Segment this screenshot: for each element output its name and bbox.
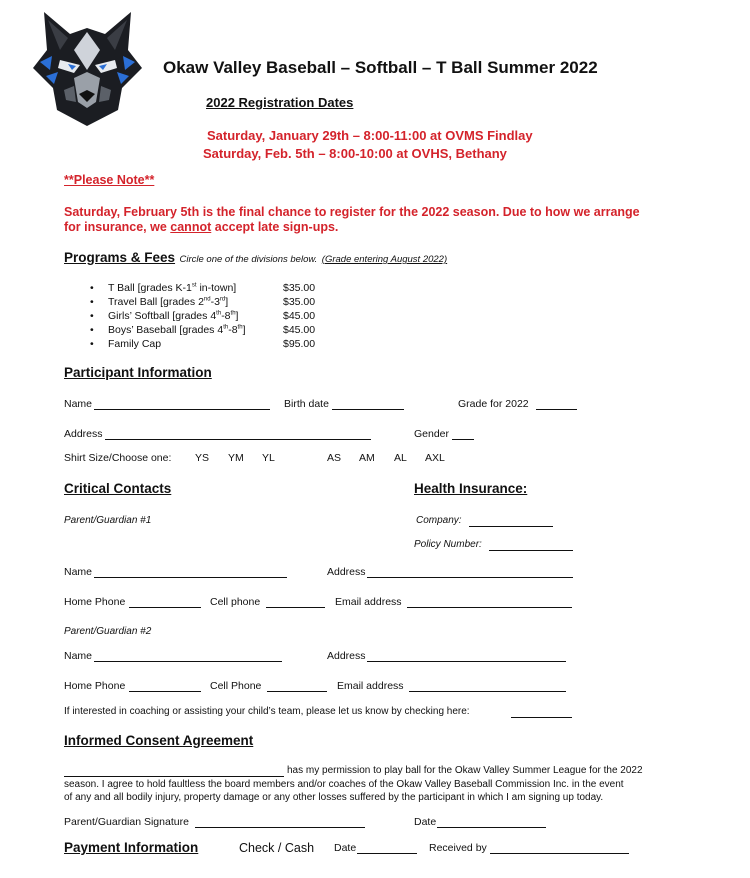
participant-consent-name-field[interactable] — [64, 766, 284, 777]
guardian-2-cell-phone-label: Cell Phone — [210, 680, 262, 692]
shirt-size-axl[interactable]: AXL — [425, 452, 445, 464]
shirt-size-am[interactable]: AM — [359, 452, 375, 464]
program-list — [90, 282, 330, 352]
program-item[interactable]: • Family Cap $95.00 — [90, 338, 316, 350]
program-item[interactable]: • Boys’ Baseball [grades 4th-8th] $45.00 — [90, 324, 316, 336]
guardian-1-email-field[interactable] — [407, 597, 572, 608]
shirt-size-yl[interactable]: YL — [262, 452, 275, 464]
registration-date-2: Saturday, Feb. 5th – 8:00-10:00 at OVHS, Bethany — [203, 146, 507, 161]
critical-contacts-heading: Critical Contacts — [64, 481, 172, 496]
page-title: Okaw Valley Baseball – Softball – T Ball Summer 2022 — [163, 58, 598, 77]
note-line-1: Saturday, February 5th is the final chance to register for the 2022 season. Due to how we arrange — [64, 205, 640, 219]
registration-dates-heading: 2022 Registration Dates — [206, 95, 354, 110]
consent-line-3: of any and all bodily injury, property damage or any other losses suffered by the participant in which I am signing up today. — [64, 792, 604, 803]
birth-date-label: Birth date — [284, 398, 329, 410]
program-item[interactable]: • T Ball [grades K-1st in-town] $35.00 — [90, 282, 316, 294]
participant-address-field[interactable] — [105, 429, 371, 440]
guardian-2-home-phone-label: Home Phone — [64, 680, 126, 692]
shirt-size-ys[interactable]: YS — [195, 452, 210, 464]
participant-name-label: Name — [64, 398, 93, 410]
consent-heading: Informed Consent Agreement — [64, 733, 254, 748]
signature-label: Parent/Guardian Signature — [64, 816, 189, 828]
program-price: $45.00 — [283, 310, 316, 322]
programs-grade-note: (Grade entering August 2022) — [321, 254, 448, 265]
payment-date-field[interactable] — [357, 843, 417, 854]
guardian-1-home-phone-label: Home Phone — [64, 596, 126, 608]
gender-label: Gender — [414, 428, 450, 440]
shirt-size-ym[interactable]: YM — [228, 452, 244, 464]
health-insurance-heading: Health Insurance: — [414, 481, 528, 496]
programs-heading: Programs & Fees — [64, 250, 176, 265]
payment-method[interactable]: Check / Cash — [239, 841, 315, 855]
program-price: $35.00 — [283, 296, 316, 308]
gender-field[interactable] — [452, 429, 474, 440]
wolf-logo — [30, 10, 145, 128]
participant-address-label: Address — [64, 428, 103, 440]
guardian-2-name-label: Name — [64, 650, 93, 662]
received-by-field[interactable] — [490, 843, 629, 854]
note-line-2c: accept late sign-ups. — [211, 220, 339, 234]
guardian-1-name-field[interactable] — [94, 567, 287, 578]
guardian-1-email-label: Email address — [335, 596, 402, 608]
consent-date-label: Date — [414, 816, 437, 828]
program-price: $95.00 — [283, 338, 316, 350]
guardian-2-address-field[interactable] — [367, 651, 566, 662]
programs-heading-row — [64, 249, 447, 267]
policy-number-field[interactable] — [489, 540, 573, 551]
coaching-interest-text: If interested in coaching or assisting your child’s team, please let us know by checking here: — [64, 706, 470, 717]
consent-date-field[interactable] — [437, 817, 546, 828]
note-cannot: cannot — [170, 220, 212, 234]
note-line-2a: for insurance, we — [64, 220, 171, 234]
guardian-2-email-label: Email address — [337, 680, 404, 692]
guardian-2-cell-phone-field[interactable] — [267, 681, 327, 692]
grade-field[interactable] — [536, 399, 577, 410]
guardian-1-cell-phone-field[interactable] — [266, 597, 325, 608]
note-line-2 — [64, 220, 338, 234]
shirt-size-al[interactable]: AL — [394, 452, 407, 464]
guardian-1-name-label: Name — [64, 566, 93, 578]
participant-heading: Participant Information — [64, 365, 212, 380]
program-item[interactable]: • Girls’ Softball [grades 4th-8th] $45.00 — [90, 310, 316, 322]
program-price: $45.00 — [283, 324, 316, 336]
guardian-1-label: Parent/Guardian #1 — [64, 515, 152, 526]
guardian-1-address-field[interactable] — [367, 567, 573, 578]
received-by-label: Received by — [429, 842, 487, 854]
guardian-2-email-field[interactable] — [409, 681, 566, 692]
guardian-1-address-label: Address — [327, 566, 366, 578]
company-label: Company: — [416, 515, 462, 526]
signature-field[interactable] — [195, 817, 365, 828]
please-note-label: **Please Note** — [64, 173, 155, 187]
payment-date-label: Date — [334, 842, 357, 854]
consent-line-2: season. I agree to hold faultless the board members and/or coaches of the Okaw Valley Baseball Commission Inc. in the event — [64, 779, 624, 790]
payment-heading: Payment Information — [64, 840, 199, 855]
guardian-2-label: Parent/Guardian #2 — [64, 626, 152, 637]
program-item[interactable]: • Travel Ball [grades 2nd-3rd] $35.00 — [90, 296, 316, 308]
shirt-size-as[interactable]: AS — [327, 452, 342, 464]
company-field[interactable] — [469, 516, 553, 527]
policy-number-label: Policy Number: — [414, 539, 482, 550]
guardian-2-name-field[interactable] — [94, 651, 282, 662]
guardian-1-home-phone-field[interactable] — [129, 597, 201, 608]
programs-instruction: Circle one of the divisions below. — [179, 254, 318, 265]
shirt-size-label: Shirt Size/Choose one: — [64, 452, 172, 464]
guardian-2-home-phone-field[interactable] — [129, 681, 201, 692]
grade-label: Grade for 2022 — [458, 398, 529, 410]
participant-name-field[interactable] — [94, 399, 270, 410]
guardian-2-address-label: Address — [327, 650, 366, 662]
coaching-interest-field[interactable] — [511, 707, 572, 718]
birth-date-field[interactable] — [332, 399, 404, 410]
program-price: $35.00 — [283, 282, 316, 294]
consent-line-1: has my permission to play ball for the Okaw Valley Summer League for the 2022 — [287, 765, 643, 776]
guardian-1-cell-phone-label: Cell phone — [210, 596, 261, 608]
registration-date-1: Saturday, January 29th – 8:00-11:00 at OVMS Findlay — [207, 128, 533, 143]
